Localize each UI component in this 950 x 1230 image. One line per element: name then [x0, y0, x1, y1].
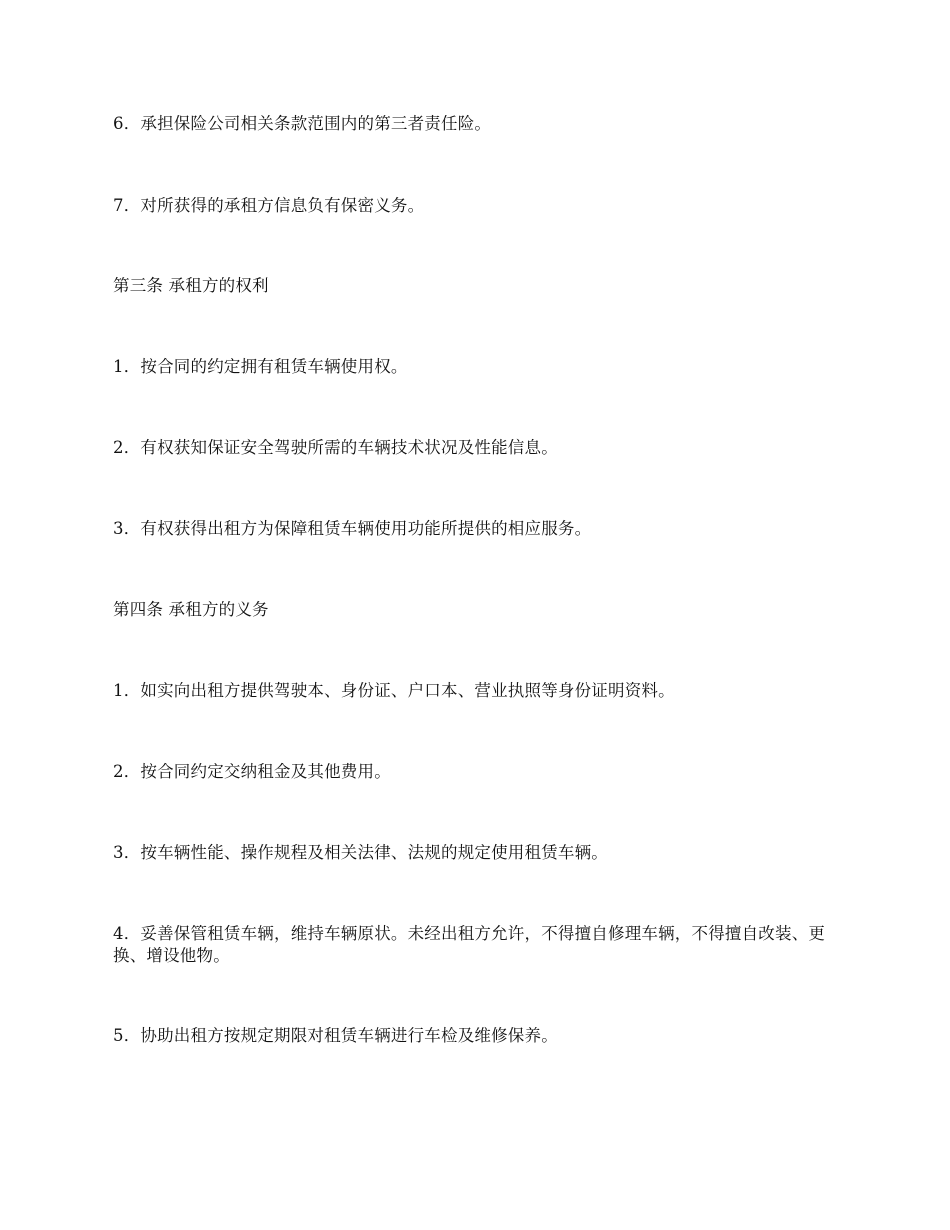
- clause-4-item-4: 4．妥善保管租赁车辆，维持车辆原状。未经出租方允许，不得擅自修理车辆，不得擅自改装、更换、增设他物。: [113, 924, 826, 965]
- clause-3-item-3: 3．有权获得出租方为保障租赁车辆使用功能所提供的相应服务。: [113, 519, 592, 538]
- clause-4-heading: 第四条 承租方的义务: [113, 600, 269, 619]
- clause-2-item-7: 7．对所获得的承租方信息负有保密义务。: [113, 196, 425, 215]
- clause-3-item-1: 1．按合同的约定拥有租赁车辆使用权。: [113, 357, 408, 376]
- clause-4-item-2: 2．按合同约定交纳租金及其他费用。: [113, 762, 391, 781]
- clause-3-heading: 第三条 承租方的权利: [113, 276, 269, 295]
- clause-2-item-6: 6．承担保险公司相关条款范围内的第三者责任险。: [113, 114, 492, 133]
- clause-4-item-1: 1．如实向出租方提供驾驶本、身份证、户口本、营业执照等身份证明资料。: [113, 681, 675, 700]
- clause-4-item-5: 5．协助出租方按规定期限对租赁车辆进行车检及维修保养。: [113, 1026, 558, 1045]
- clause-3-item-2: 2．有权获知保证安全驾驶所需的车辆技术状况及性能信息。: [113, 438, 558, 457]
- clause-4-item-3: 3．按车辆性能、操作规程及相关法律、法规的规定使用租赁车辆。: [113, 843, 608, 862]
